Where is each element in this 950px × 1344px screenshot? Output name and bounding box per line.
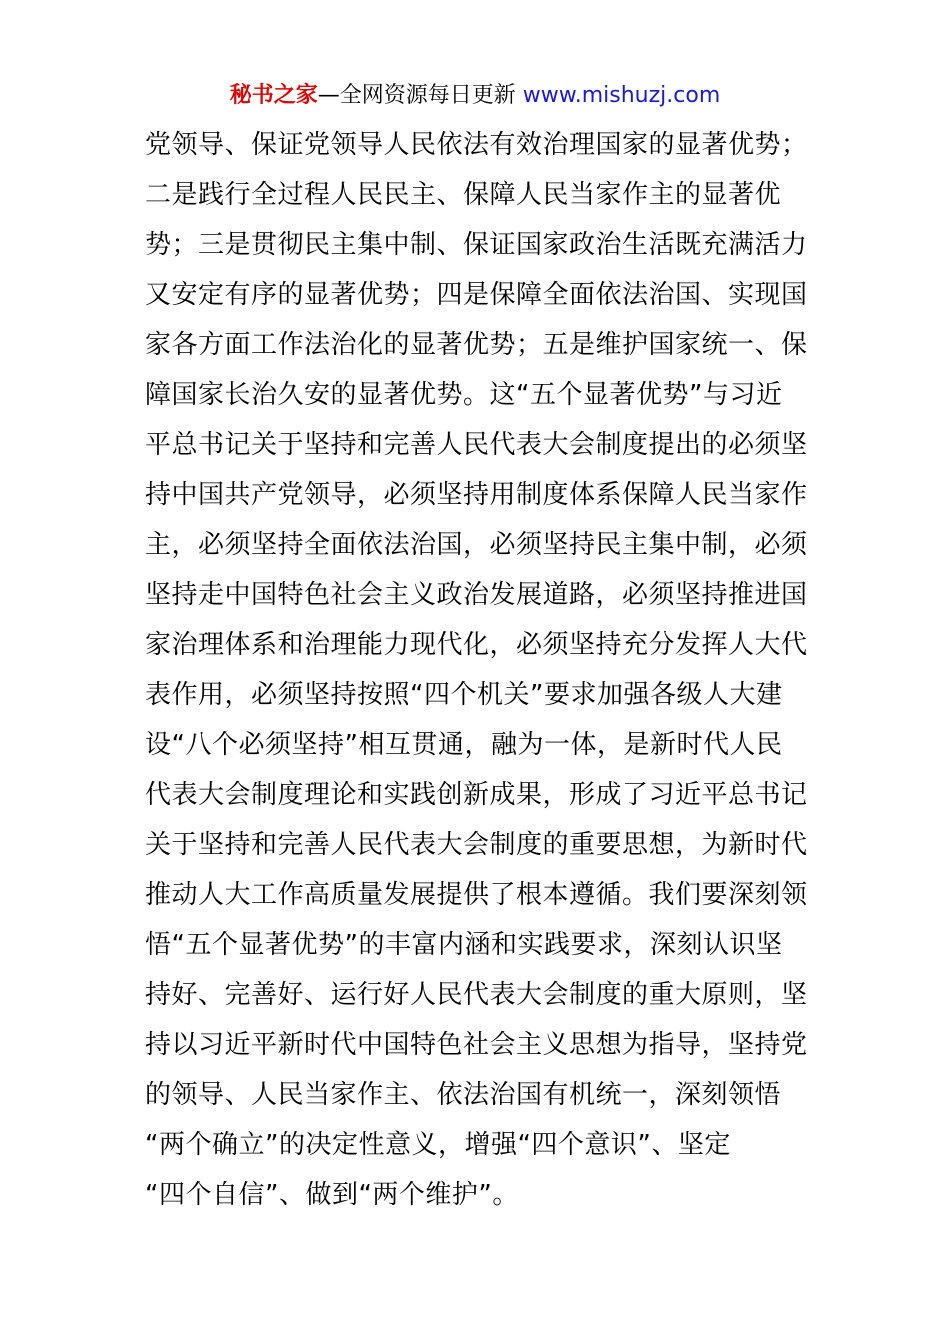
text-line: 坚持走中国特色社会主义政治发展道路，必须坚持推进国 — [145, 580, 808, 610]
brand-name: 秘书之家 — [229, 83, 318, 108]
text-line: 二是践行全过程人民民主、保障人民当家作主的显著优 — [145, 180, 782, 210]
text-line: 关于坚持和完善人民代表大会制度的重要思想，为新时代 — [145, 830, 808, 860]
text-line: 障国家长治久安的显著优势。这“五个显著优势”与习近 — [145, 380, 783, 410]
text-line: 党领导、保证党领导人民依法有效治理国家的显著优势； — [145, 130, 808, 160]
text-line: 势；三是贯彻民主集中制、保证国家政治生活既充满活力 — [145, 230, 808, 260]
header-tagline: —全网资源每日更新 — [317, 83, 516, 108]
text-line: 推动人大工作高质量发展提供了根本遵循。我们要深刻领 — [145, 880, 808, 910]
text-line: 主，必须坚持全面依法治国，必须坚持民主集中制，必须 — [145, 530, 808, 560]
text-line: “四个自信”、做到“两个维护”。 — [145, 1180, 519, 1210]
page-header — [0, 80, 950, 112]
text-line: 持以习近平新时代中国特色社会主义思想为指导，坚持党 — [145, 1030, 808, 1060]
text-line: 的领导、人民当家作主、依法治国有机统一，深刻领悟 — [145, 1080, 782, 1110]
text-line: 设“八个必须坚持”相互贯通，融为一体，是新时代人民 — [145, 730, 783, 760]
document-body — [145, 120, 815, 1220]
text-line: 又安定有序的显著优势；四是保障全面依法治国、实现国 — [145, 280, 808, 310]
text-line: 悟“五个显著优势”的丰富内涵和实践要求，深刻认识坚 — [145, 930, 783, 960]
site-url-link[interactable]: www.mishuzj.com — [522, 83, 721, 108]
text-line: 表作用，必须坚持按照“四个机关”要求加强各级人大建 — [145, 680, 783, 710]
text-line: 代表大会制度理论和实践创新成果，形成了习近平总书记 — [145, 780, 808, 810]
text-line: 家各方面工作法治化的显著优势；五是维护国家统一、保 — [145, 330, 808, 360]
text-line: 持好、完善好、运行好人民代表大会制度的重大原则，坚 — [145, 980, 808, 1010]
text-line: 家治理体系和治理能力现代化，必须坚持充分发挥人大代 — [145, 630, 808, 660]
text-line: “两个确立”的决定性意义，增强“四个意识”、坚定 — [145, 1130, 731, 1160]
text-line: 持中国共产党领导，必须坚持用制度体系保障人民当家作 — [145, 480, 808, 510]
text-line: 平总书记关于坚持和完善人民代表大会制度提出的必须坚 — [145, 430, 808, 460]
